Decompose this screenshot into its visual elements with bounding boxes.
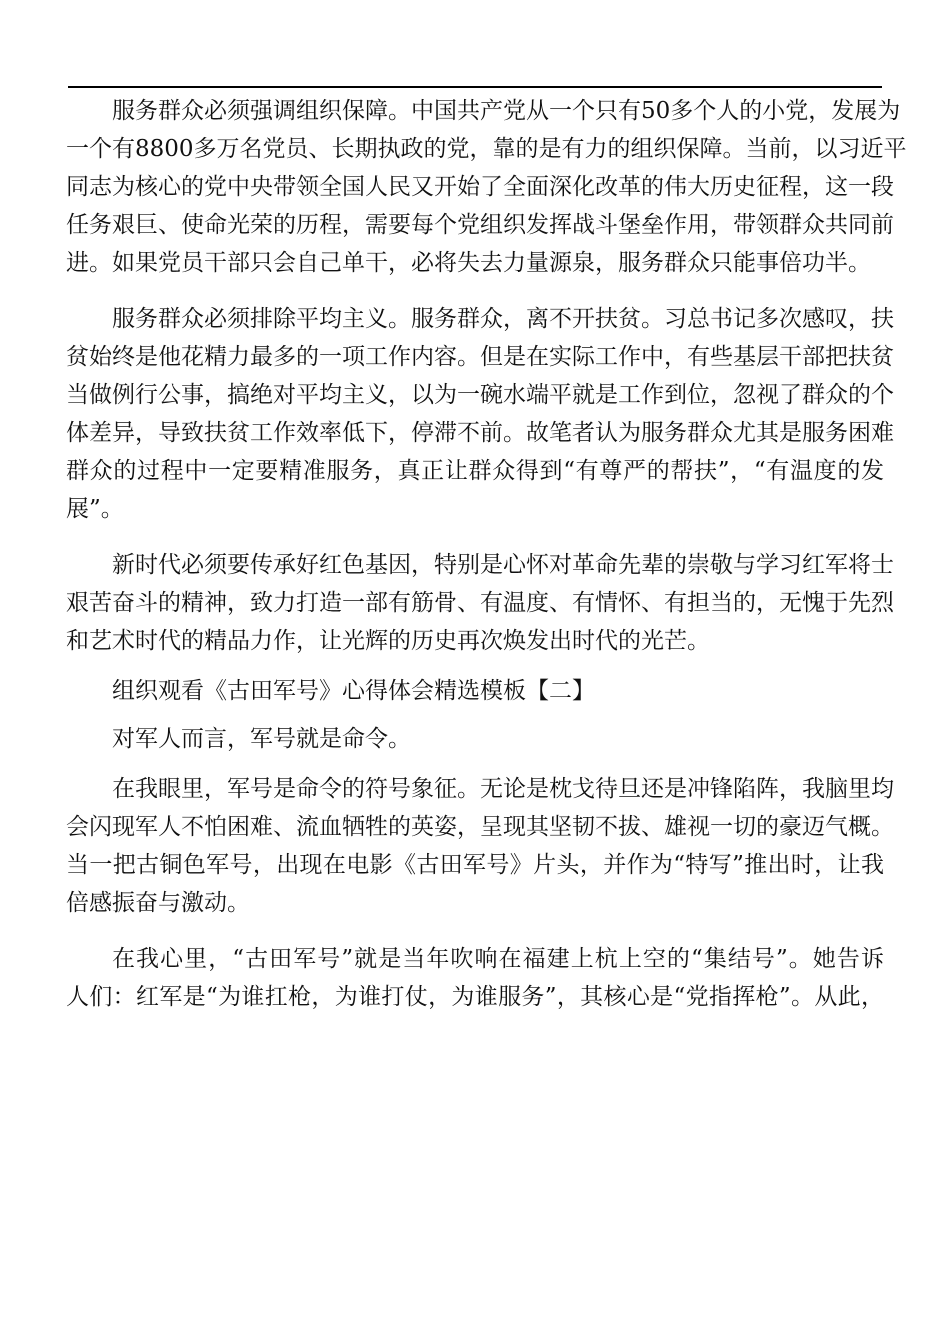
- paragraph-red-gene: [66, 546, 894, 660]
- text-line: 贫始终是他花精力最多的一项工作内容。但是在实际工作中，有些基层干部把扶贫: [66, 344, 894, 370]
- text-line: 任务艰巨、使命光荣的历程，需要每个党组织发挥战斗堡垒作用，带领群众共同前: [66, 212, 894, 238]
- text-line: 和艺术时代的精品力作，让光辉的历史再次焕发出时代的光芒。: [66, 628, 710, 654]
- text-line: 体差异，导致扶贫工作效率低下，停滞不前。故笔者认为服务群众尤其是服务困难: [66, 420, 894, 446]
- text-line: 组织观看《古田军号》心得体会精选模板【二】: [112, 678, 595, 704]
- paragraph-poverty-alleviation: [66, 300, 894, 528]
- text-line: 在我眼里，军号是命令的符号象征。无论是枕戈待旦还是冲锋陷阵，我脑里均: [112, 776, 894, 802]
- text-line: 当做例行公事，搞绝对平均主义，以为一碗水端平就是工作到位，忽视了群众的个: [66, 382, 894, 408]
- text-line: 展”。: [66, 496, 124, 522]
- text-line: 同志为核心的党中央带领全国人民又开始了全面深化改革的伟大历史征程，这一段: [66, 174, 894, 200]
- text-line: 服务群众必须强调组织保障。中国共产党从一个只有50多个人的小党，发展为: [112, 98, 901, 124]
- text-line: 服务群众必须排除平均主义。服务群众，离不开扶贫。习总书记多次感叹，扶: [112, 306, 894, 332]
- paragraph-bugle-is-command: [66, 720, 884, 758]
- text-line: 对军人而言，军号就是命令。: [112, 726, 411, 752]
- text-line: 进。如果党员干部只会自己单干，必将失去力量源泉，服务群众只能事倍功半。: [66, 250, 871, 276]
- text-line: 艰苦奋斗的精神，致力打造一部有筋骨、有温度、有情怀、有担当的，无愧于先烈: [66, 590, 894, 616]
- text-line: 群众的过程中一定要精准服务，真正让群众得到“有尊严的帮扶”，“有温度的发: [66, 458, 884, 484]
- paragraph-organizational-guarantee: [66, 92, 907, 282]
- text-line: 人们：红军是“为谁扛枪，为谁打仗，为谁服务”，其核心是“党指挥枪”。从此，: [66, 984, 884, 1010]
- paragraph-in-my-heart: [66, 940, 884, 1016]
- text-line: 倍感振奋与激动。: [66, 890, 250, 916]
- text-line: 新时代必须要传承好红色基因，特别是心怀对革命先辈的崇敬与学习红军将士: [112, 552, 894, 578]
- text-line: 当一把古铜色军号，出现在电影《古田军号》片头，并作为“特写”推出时，让我: [66, 852, 884, 878]
- paragraph-in-my-eyes: [66, 770, 894, 922]
- text-line: 在我心里，“古田军号”就是当年吹响在福建上杭上空的“集结号”。她告诉: [112, 946, 884, 972]
- section-heading: [66, 672, 884, 710]
- document-body: [66, 92, 907, 1016]
- header-rule: [68, 86, 882, 88]
- text-line: 一个有8800多万名党员、长期执政的党，靠的是有力的组织保障。当前，以习近平: [66, 136, 907, 162]
- text-line: 会闪现军人不怕困难、流血牺牲的英姿，呈现其坚韧不拔、雄视一切的豪迈气概。: [66, 814, 894, 840]
